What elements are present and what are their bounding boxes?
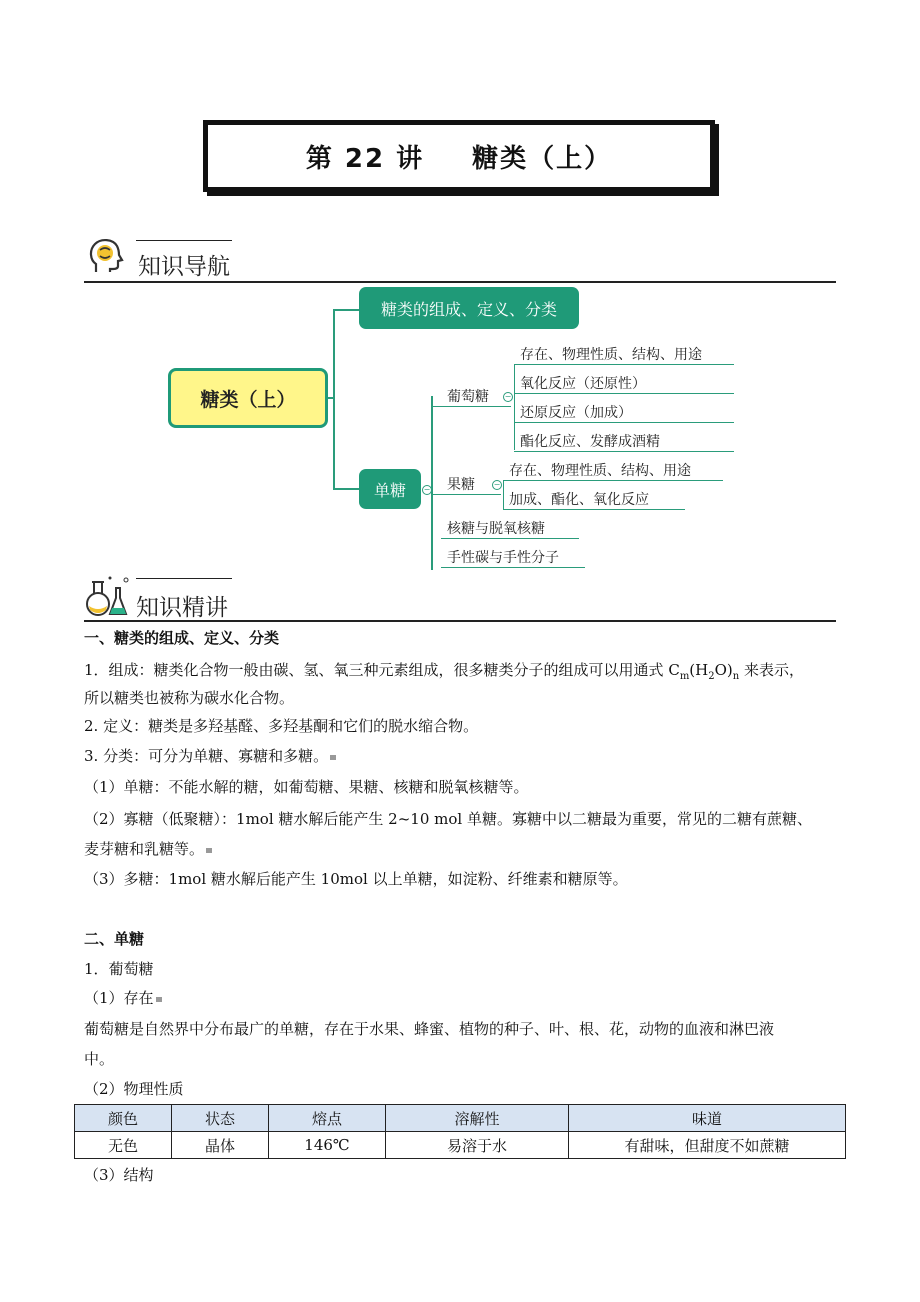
text: 1．组成：糖类化合物一般由碳、氢、氧三种元素组成，很多糖类分子的组成可以用通式 xyxy=(84,661,669,679)
table-cell: 有甜味，但甜度不如蔗糖 xyxy=(569,1132,846,1159)
section-divider xyxy=(84,281,836,283)
subheading: 1．葡萄糖 xyxy=(84,960,154,978)
subheading: （2）物理性质 xyxy=(84,1080,184,1098)
mindmap-fructose-leaf: 加成、酯化、氧化反应 xyxy=(503,489,685,510)
edit-mark xyxy=(156,997,162,1002)
paragraph: （2）寡糖（低聚糖）：1mol 糖水解后能产生 2~10 mol 单糖。寡糖中以二糖最为重要，常见的二糖有蔗糖、 xyxy=(84,810,812,828)
head-brain-icon xyxy=(86,236,126,276)
heading-overline xyxy=(136,578,232,579)
table-header: 熔点 xyxy=(269,1105,386,1132)
formula-part: (H xyxy=(689,661,709,679)
mindmap-fructose-leaf: 存在、物理性质、结构、用途 xyxy=(503,460,723,481)
paragraph: 葡萄糖是自然界中分布最广的单糖，存在于水果、蜂蜜、植物的种子、叶、根、花，动物的血液和淋巴液 xyxy=(84,1020,775,1038)
explain-heading: 知识精讲 xyxy=(136,595,228,621)
subheading xyxy=(84,988,162,1008)
mindmap-root: 糖类（上） xyxy=(168,368,328,428)
mindmap-chirality: 手性碳与手性分子 xyxy=(441,547,585,568)
table-header: 味道 xyxy=(569,1105,846,1132)
section-heading: 一、糖类的组成、定义、分类 xyxy=(84,629,280,647)
paragraph: 2. 定义：糖类是多羟基醛、多羟基酮和它们的脱水缩合物。 xyxy=(84,717,479,735)
table-header: 溶解性 xyxy=(386,1105,569,1132)
heading-overline xyxy=(136,240,232,241)
nav-heading: 知识导航 xyxy=(138,254,230,280)
connector xyxy=(431,396,433,570)
paragraph: （1）单糖：不能水解的糖，如葡萄糖、果糖、核糖和脱氧核糖等。 xyxy=(84,778,529,796)
formula-part: 2 xyxy=(708,671,715,682)
mindmap-branch-composition: 糖类的组成、定义、分类 xyxy=(359,287,579,329)
table-header: 颜色 xyxy=(75,1105,172,1132)
paragraph: 所以糖类也被称为碳水化合物。 xyxy=(84,689,295,707)
subheading: （3）结构 xyxy=(84,1166,154,1184)
section-divider xyxy=(84,620,836,622)
table-cell: 无色 xyxy=(75,1132,172,1159)
table-row xyxy=(75,1132,846,1159)
collapse-icon: − xyxy=(493,480,501,489)
paragraph: 中。 xyxy=(84,1050,115,1068)
mindmap-fructose: 果糖 xyxy=(441,474,501,495)
paragraph xyxy=(84,660,804,687)
paragraph xyxy=(84,839,212,859)
flask-icon xyxy=(84,574,132,618)
table-header-row xyxy=(75,1105,846,1132)
connector xyxy=(333,309,335,489)
collapse-icon: − xyxy=(504,392,512,401)
connector xyxy=(431,494,441,495)
mindmap-branch-monosaccharide: 单糖 xyxy=(359,469,421,509)
text: 麦芽糖和乳糖等。 xyxy=(84,840,205,858)
section-heading: 二、单糖 xyxy=(84,930,145,948)
connector xyxy=(333,309,359,311)
lecture-topic: 糖类（上） xyxy=(472,143,613,174)
mindmap-ribose: 核糖与脱氧核糖 xyxy=(441,518,579,539)
mindmap-glucose-leaf: 氧化反应（还原性） xyxy=(514,373,734,394)
formula-part: C xyxy=(668,661,680,679)
mindmap-glucose-leaf: 酯化反应、发酵成酒精 xyxy=(514,431,734,452)
table-cell: 易溶于水 xyxy=(386,1132,569,1159)
paragraph xyxy=(84,746,336,766)
text: （1）存在 xyxy=(84,989,154,1007)
edit-mark xyxy=(330,755,336,760)
lecture-title xyxy=(203,120,715,192)
formula xyxy=(668,661,740,682)
edit-mark xyxy=(206,848,212,853)
formula-part: m xyxy=(679,671,690,682)
table-cell: 146℃ xyxy=(269,1132,386,1159)
formula-part: n xyxy=(732,671,740,682)
text: 3. 分类：可分为单糖、寡糖和多糖。 xyxy=(84,747,329,765)
text: 来表示， xyxy=(739,661,804,679)
paragraph: （3）多糖：1mol 糖水解后能产生 10mol 以上单糖，如淀粉、纤维素和糖原等。 xyxy=(84,870,628,888)
formula-part: O) xyxy=(714,661,733,679)
collapse-icon: − xyxy=(423,485,431,494)
mindmap-glucose: 葡萄糖 xyxy=(441,386,511,407)
connector xyxy=(431,406,441,407)
table-header: 状态 xyxy=(172,1105,269,1132)
mindmap-glucose-leaf: 存在、物理性质、结构、用途 xyxy=(514,344,734,365)
lecture-number: 第 22 讲 xyxy=(305,143,425,174)
table-cell: 晶体 xyxy=(172,1132,269,1159)
connector xyxy=(333,488,359,490)
physical-property-table xyxy=(74,1104,846,1159)
mindmap-glucose-leaf: 还原反应（加成） xyxy=(514,402,734,423)
